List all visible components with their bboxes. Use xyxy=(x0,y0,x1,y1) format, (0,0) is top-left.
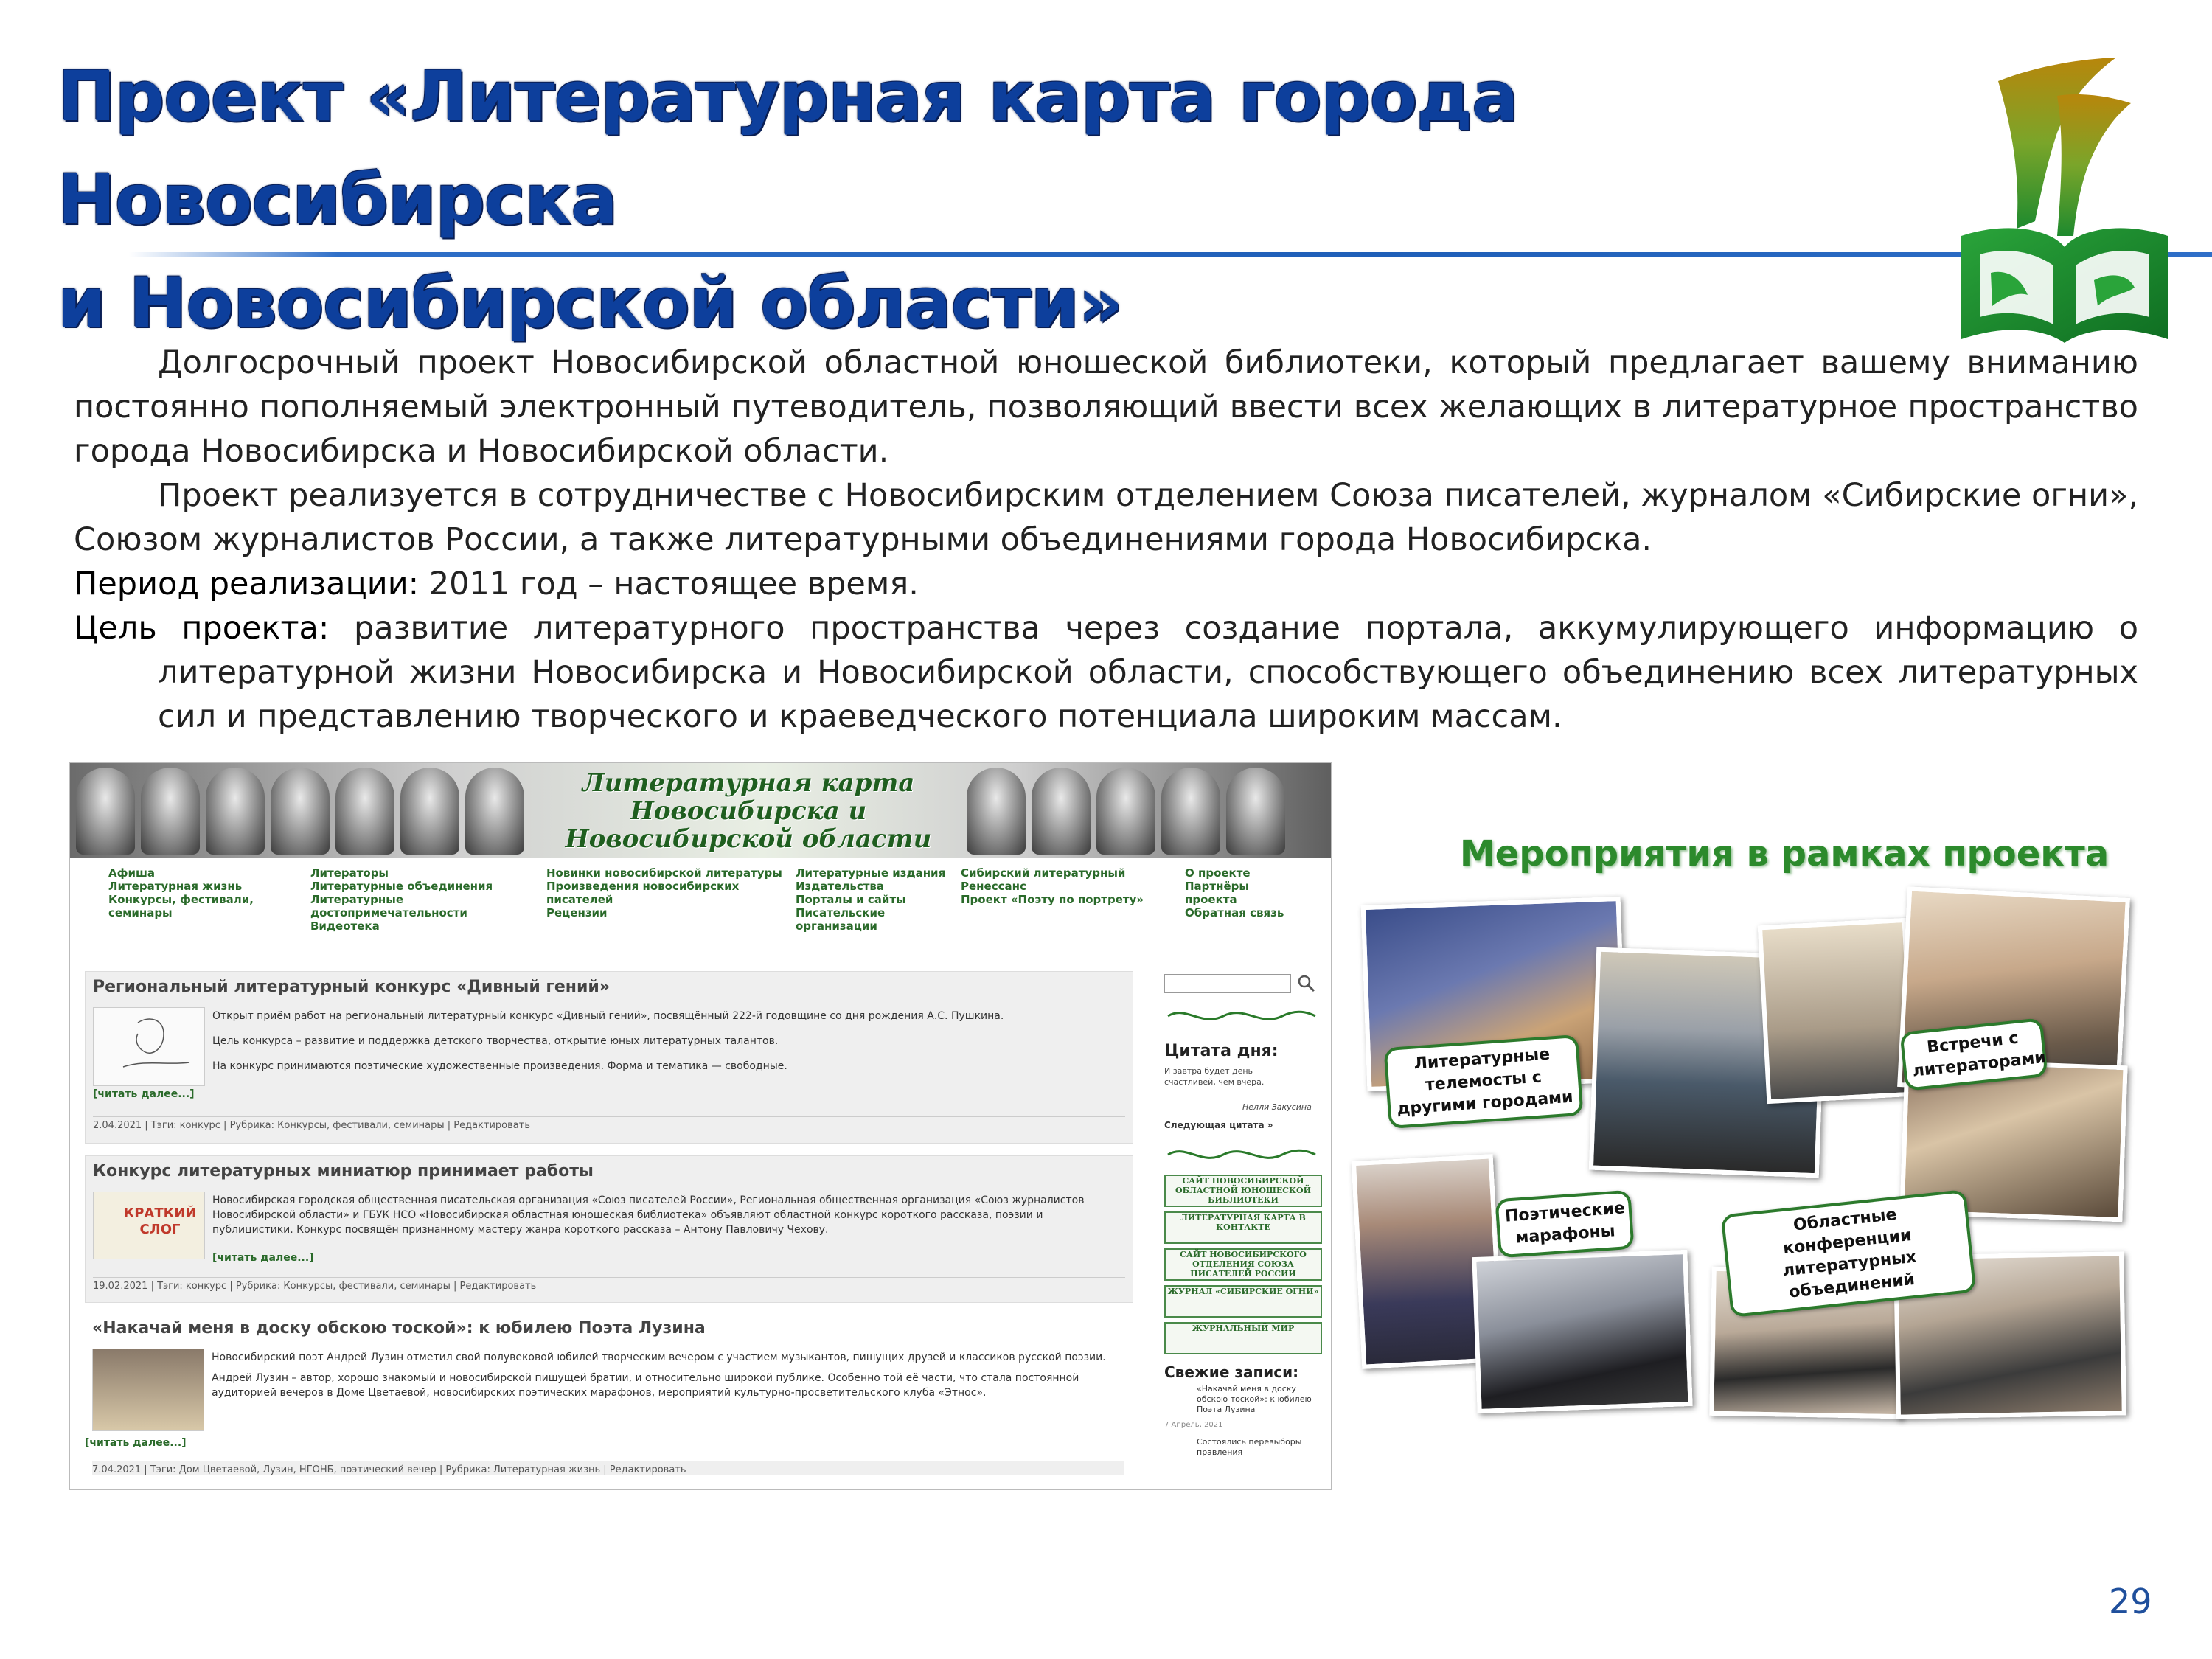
post-thumbnail xyxy=(92,1349,204,1431)
site-header-banner xyxy=(70,763,1331,858)
post-title[interactable]: «Накачай меня в доску обскою тоской»: к юбилею Поэта Лузина xyxy=(92,1319,706,1338)
quote-author: Нелли Закусина xyxy=(1242,1102,1312,1112)
read-more-link[interactable]: [читать далее...] xyxy=(212,1252,314,1264)
site-sidebar xyxy=(1161,971,1324,1487)
menu-link[interactable]: писателей xyxy=(546,893,613,906)
post-excerpt xyxy=(212,1193,1123,1237)
period-label: Период реализации: xyxy=(74,566,420,602)
goal-value: развитие литературного пространства через создание портала, аккумулирующего информацию о литературной жизни Новосибирска и Новосибирской области, способствующего объединению всех литературных сил и представлению творческого и краеведческого потенциала широким массам. xyxy=(158,610,2139,735)
post-line: Цель конкурса – развитие и поддержка детского творчества, открытие юных литературных талантов. xyxy=(212,1035,779,1047)
menu-link[interactable]: Обратная связь xyxy=(1185,906,1284,919)
post-thumbnail xyxy=(93,1007,205,1086)
menu-link[interactable]: Новинки новосибирской литературы xyxy=(546,866,782,880)
post-line: На конкурс принимаются поэтические художественные произведения. Форма и тематика — свободные. xyxy=(212,1060,787,1072)
menu-link[interactable]: Видеотека xyxy=(310,919,380,933)
menu-link[interactable]: Литературная жизнь xyxy=(108,880,243,893)
post-thumbnail-text: КРАТКИЙ СЛОГ xyxy=(123,1206,197,1237)
callout-meetings: Встречи с литераторами xyxy=(1899,1018,2048,1091)
menu-link[interactable]: Проект «Поэту по портрету» xyxy=(961,893,1144,906)
goal-label: Цель проекта: xyxy=(74,610,330,647)
menu-link[interactable]: Издательства xyxy=(796,880,885,893)
menu-link[interactable]: Рецензии xyxy=(546,906,608,919)
library-logo-icon xyxy=(1947,52,2183,347)
read-more-link[interactable]: [читать далее...] xyxy=(85,1437,187,1449)
writer-portrait xyxy=(141,768,200,855)
event-photo xyxy=(1758,918,1916,1104)
post-title[interactable]: Конкурс литературных миниатюр принимает работы xyxy=(93,1162,594,1180)
writer-portrait xyxy=(1226,768,1285,855)
menu-link[interactable]: Ренессанс xyxy=(961,880,1026,893)
writer-portrait xyxy=(400,768,459,855)
post-card xyxy=(85,971,1133,1144)
menu-column xyxy=(108,866,254,919)
post-line: Новосибирский поэт Андрей Лузин отметил свой полувековой юбилей творческим вечером с участием музыкантов, пишущих друзей и классиков русской поэзии. xyxy=(212,1352,1106,1363)
menu-link[interactable]: организации xyxy=(796,919,877,933)
recent-post-link[interactable]: «Накачай меня в доску обскою тоской»: к юбилею Поэта Лузина xyxy=(1197,1384,1312,1414)
menu-column xyxy=(961,866,1144,906)
read-more-link[interactable]: [читать далее...] xyxy=(93,1088,195,1100)
writer-portrait xyxy=(465,768,524,855)
post-line: Открыт приём работ на региональный литературный конкурс «Дивный гений», посвящённый 222-й годовщине со дня рождения А.С. Пушкина. xyxy=(212,1010,1004,1022)
menu-column xyxy=(310,866,493,933)
paragraph-partners: Проект реализуется в сотрудничестве с Новосибирским отделением Союза писателей, журналом «Сибирские огни», Союзом журналистов России, а также литературными объединениями города Новосибирска. xyxy=(74,477,2138,558)
recent-heading: Свежие записи: xyxy=(1164,1363,1299,1381)
post-meta: 2.04.2021 | Тэги: конкурс | Рубрика: Конкурсы, фестивали, семинары | Редактировать xyxy=(93,1116,1125,1131)
events-title: Мероприятия в рамках проекта xyxy=(1459,833,2110,874)
writer-portrait xyxy=(1032,768,1091,855)
site-navigation xyxy=(70,866,1331,962)
site-logo-line: Новосибирской области xyxy=(565,824,932,854)
post-excerpt xyxy=(212,1009,1123,1074)
link-writers-union[interactable]: САЙТ НОВОСИБИРСКОГО ОТДЕЛЕНИЯ СОЮЗА ПИСАТЕЛЕЙ РОССИИ xyxy=(1164,1248,1322,1281)
link-sibirskie-ogni[interactable]: ЖУРНАЛ «СИБИРСКИЕ ОГНИ» xyxy=(1164,1285,1322,1318)
post-title[interactable]: Региональный литературный конкурс «Дивный гений» xyxy=(93,978,611,996)
menu-link[interactable]: Литературные объединения xyxy=(310,880,493,893)
goal-line xyxy=(74,606,2138,739)
post-meta: 7.04.2021 | Тэги: Дом Цветаевой, Лузин, НГОНБ, поэтический вечер | Рубрика: Литературная жизнь | Редактировать xyxy=(92,1461,1124,1475)
writer-portrait xyxy=(206,768,265,855)
menu-link[interactable]: О проекте xyxy=(1185,866,1251,880)
paragraph-description: Долгосрочный проект Новосибирской областной юношеской библиотеки, который предлагает вашему вниманию постоянно пополняемый электронный путеводитель, позволяющий ввести всех желающих в литературное пространство города Новосибирска и Новосибирской области. xyxy=(74,344,2138,470)
slide-title xyxy=(58,46,2004,355)
post-meta: 19.02.2021 | Тэги: конкурс | Рубрика: Конкурсы, фестивали, семинары | Редактировать xyxy=(93,1277,1125,1292)
post-thumbnail xyxy=(93,1192,205,1259)
menu-link[interactable]: Порталы и сайты xyxy=(796,893,906,906)
title-underline xyxy=(129,252,2212,257)
link-library-site[interactable]: САЙТ НОВОСИБИРСКОЙ ОБЛАСТНОЙ ЮНОШЕСКОЙ БИБЛИОТЕКИ xyxy=(1164,1175,1322,1207)
callout-conferences: Областные конференции литературных объединений xyxy=(1721,1189,1977,1318)
writer-portrait xyxy=(271,768,330,855)
menu-link[interactable]: Сибирский литературный xyxy=(961,866,1126,880)
menu-link[interactable]: Литературные издания xyxy=(796,866,946,880)
writer-portrait xyxy=(335,768,394,855)
post-line: Андрей Лузин – автор, хорошо знакомый и новосибирской пишущей братии, и относительно широкой публике. Особенно той её части, что стала постоянной аудиторией вечеров в Доме Цветаевой, новосибирских поэтических марафонов, мероприятий культурно-просветительского клуба «Этнос». xyxy=(212,1372,1079,1399)
post-card xyxy=(85,1155,1133,1303)
page-number: 29 xyxy=(2109,1582,2152,1621)
menu-link[interactable]: Литераторы xyxy=(310,866,389,880)
menu-link[interactable]: Конкурсы, фестивали, xyxy=(108,893,254,906)
writer-portrait xyxy=(1161,768,1220,855)
callout-poetry-marathons: Поэтические марафоны xyxy=(1495,1190,1634,1259)
menu-link[interactable]: Афиша xyxy=(108,866,156,880)
menu-link[interactable]: Партнёры xyxy=(1185,880,1249,893)
ornament-divider-icon xyxy=(1164,1005,1319,1027)
writer-portrait xyxy=(1096,768,1155,855)
menu-link[interactable]: достопримечательности xyxy=(310,906,467,919)
link-zhurnalny-mir[interactable]: ЖУРНАЛЬНЫЙ МИР xyxy=(1164,1322,1322,1354)
ornament-divider-icon xyxy=(1164,1144,1319,1166)
menu-link[interactable]: семинары xyxy=(108,906,173,919)
title-line-2: и Новосибирской области» xyxy=(58,263,1123,344)
quote-text: И завтра будет день счастливей, чем вчера. xyxy=(1164,1066,1265,1087)
site-logo-line: Литературная карта xyxy=(582,768,915,798)
menu-link[interactable]: Произведения новосибирских xyxy=(546,880,740,893)
post-excerpt xyxy=(212,1350,1122,1400)
site-logo-title[interactable] xyxy=(542,769,955,853)
pushkin-sketch-icon xyxy=(94,1008,204,1085)
period-value: 2011 год – настоящее время. xyxy=(428,566,919,602)
quote-heading: Цитата дня: xyxy=(1164,1042,1279,1060)
post-line: Новосибирская городская общественная писательская организация «Союз писателей России», Региональная общественная организация «Союз журналистов Новосибирской области» и ГБУК НСО «Новосибирская областная юношеская библиотека» объявляют областной конкурс короткого рассказа, поэзии и публицистики. Конкурс посвящён признанному мастеру жанра короткого рассказа – Антону Павловичу Чехову. xyxy=(212,1194,1085,1236)
site-logo-line: Новосибирска и xyxy=(630,796,867,826)
title-line-1: Проект «Литературная карта города Новосибирска xyxy=(58,57,1518,240)
event-photo xyxy=(1472,1250,1692,1413)
menu-column xyxy=(546,866,782,919)
post-card xyxy=(85,1313,1132,1489)
callout-telebridges: Литературные телемосты с другими городами xyxy=(1383,1034,1583,1129)
menu-link[interactable]: проекта xyxy=(1185,893,1237,906)
menu-link[interactable]: Литературные xyxy=(310,893,404,906)
writer-portrait xyxy=(967,768,1026,855)
slide-body xyxy=(74,341,2138,739)
website-screenshot xyxy=(69,762,1332,1490)
recent-post-link[interactable]: Состоялись перевыборы правления xyxy=(1197,1437,1302,1457)
menu-column xyxy=(1185,866,1284,919)
search-icon[interactable] xyxy=(1297,974,1316,993)
writer-portrait xyxy=(76,768,135,855)
site-search-input[interactable] xyxy=(1164,974,1291,993)
menu-column xyxy=(796,866,945,933)
period-line xyxy=(74,562,2138,606)
link-vk[interactable]: ЛИТЕРАТУРНАЯ КАРТА В КОНТАКТЕ xyxy=(1164,1211,1322,1244)
recent-post-date: 7 Апрель, 2021 xyxy=(1164,1421,1223,1429)
menu-link[interactable]: Писательские xyxy=(796,906,886,919)
next-quote-link[interactable]: Следующая цитата » xyxy=(1164,1120,1273,1130)
